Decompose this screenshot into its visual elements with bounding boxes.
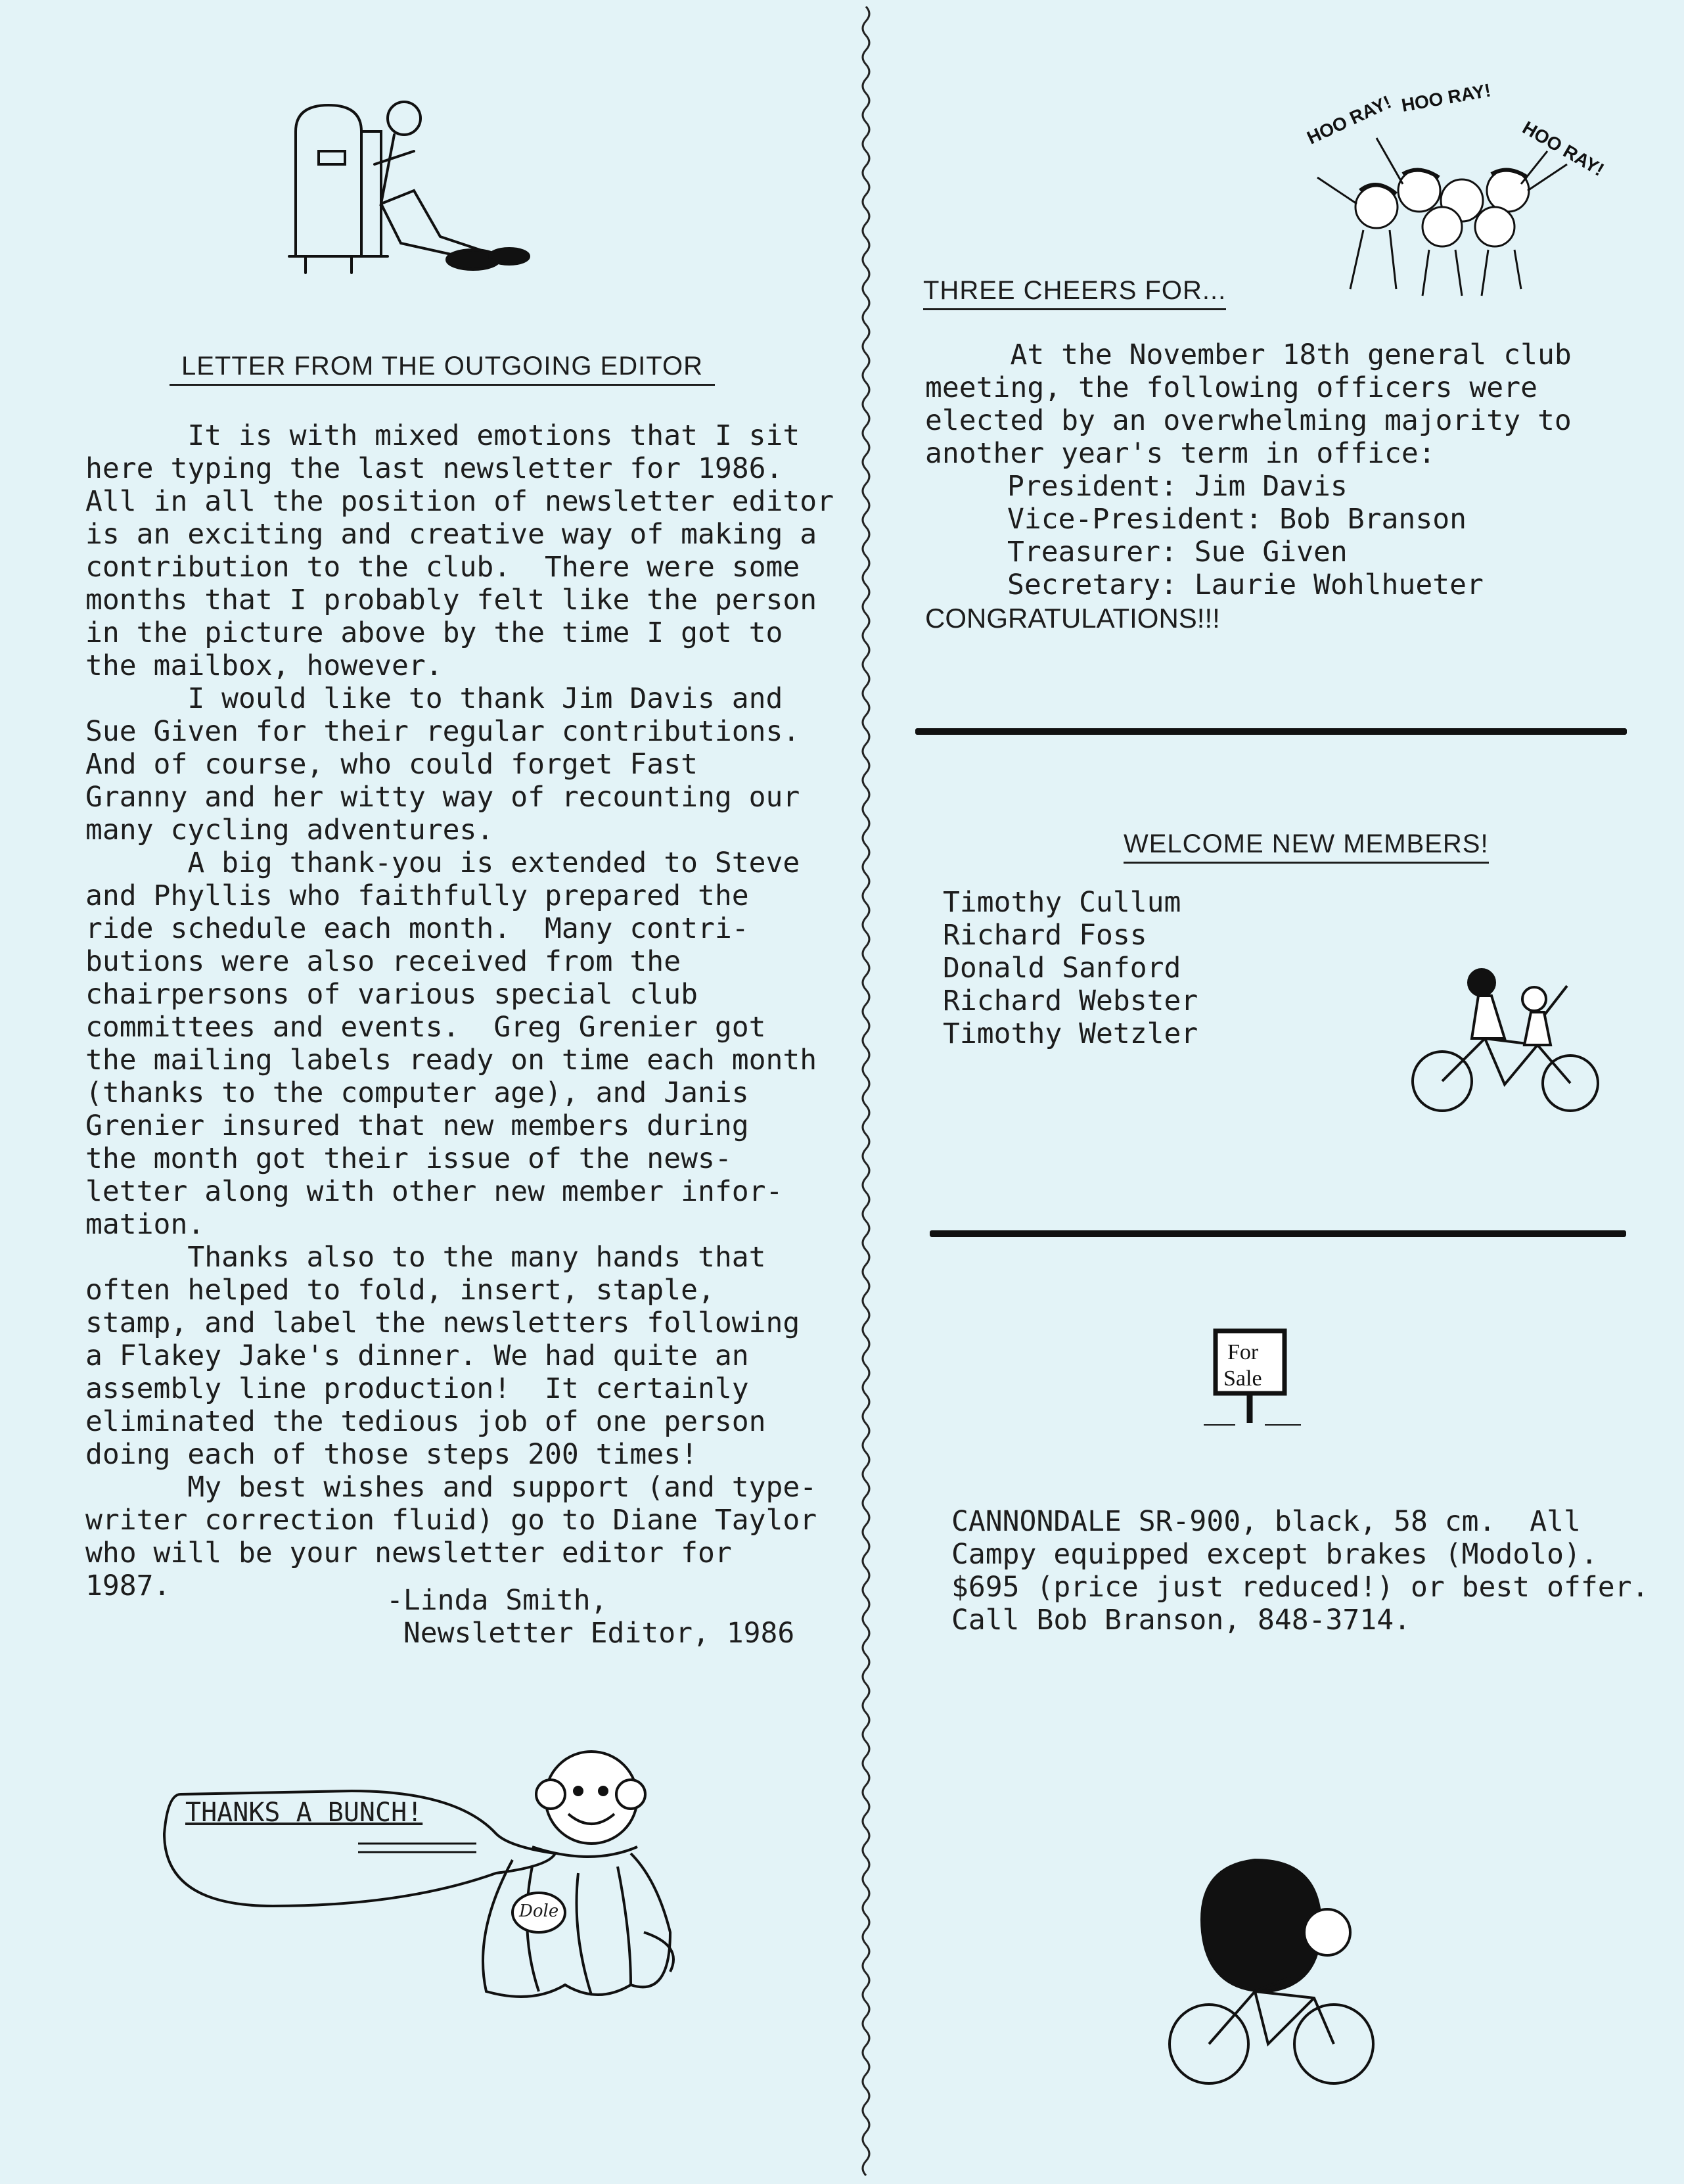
officer-item: Vice-President: Bob Branson [1007,503,1467,536]
tandem-bike-illustration [1406,966,1610,1117]
letter-line: Thanks also to the many hands that [85,1241,766,1274]
letter-line: My best wishes and support (and type- [85,1471,817,1504]
letter-line: the mailing labels ready on time each month [85,1044,817,1077]
letter-body [85,419,834,1602]
monkey-banana-illustration [434,1735,683,2024]
hooray-text-3: HOO RAY! [1519,117,1608,180]
letter-line: committees and events. Greg Grenier got [85,1011,766,1044]
member-item: Donald Sanford [943,952,1181,985]
letter-line: chairpersons of various special club [85,978,698,1011]
forsale-line: $695 (price just reduced!) or best offer. [951,1571,1649,1604]
cheers-line: At the November 18th general club [925,338,1572,371]
letter-line: All in all the position of newsletter editor [85,485,834,518]
letter-line: A big thank-you is extended to Steve [85,847,800,879]
letter-line: Sue Given for their regular contributions. [85,715,800,748]
hooray-text-2: HOO RAY! [1400,80,1493,116]
signature-name: -Linda Smith, [386,1584,608,1617]
section-divider-2 [930,1230,1626,1237]
letter-line: ride schedule each month. Many contri- [85,912,749,945]
letter-line: many cycling adventures. [85,814,494,847]
forsale-line: Call Bob Branson, 848-3714. [951,1604,1411,1637]
letter-line: the month got their issue of the news- [85,1142,732,1175]
congratulations-text: CONGRATULATIONS!!! [925,603,1220,634]
letter-line: doing each of those steps 200 times! [85,1438,698,1471]
officer-item: Secretary: Laurie Wohlhueter [1007,569,1484,601]
welcome-heading: WELCOME NEW MEMBERS! [1124,829,1489,864]
letter-line: the mailbox, however. [85,649,443,682]
hooray-text-1: HOO RAY! [1304,91,1395,149]
letter-line: who will be your newsletter editor for [85,1537,732,1569]
letter-line: And of course, who could forget Fast [85,748,698,781]
forsale-line: Campy equipped except brakes (Modolo). [951,1538,1598,1571]
letter-line: Grenier insured that new members during [85,1109,749,1142]
letter-line: here typing the last newsletter for 1986. [85,452,783,485]
officer-item: President: Jim Davis [1007,470,1348,503]
forsale-line: CANNONDALE SR-900, black, 58 cm. All [951,1505,1581,1538]
letter-line: assembly line production! It certainly [85,1372,749,1405]
letter-line: stamp, and label the newsletters following [85,1307,800,1339]
member-item: Richard Webster [943,985,1198,1017]
letter-line: 1987. [85,1569,171,1602]
for-sale-sign-icon [1202,1328,1308,1433]
letter-line: months that I probably felt like the person [85,584,817,616]
dole-logo: Dole [519,1901,559,1921]
letter-line: mation. [85,1208,205,1241]
sign-text-for: For [1227,1340,1259,1364]
bubble-text: THANKS A BUNCH! [185,1798,423,1828]
letter-line: eliminated the tedious job of one person [85,1405,766,1438]
cheers-body [925,338,1572,470]
signature-title: Newsletter Editor, 1986 [386,1617,795,1650]
member-item: Timothy Cullum [943,886,1181,919]
letter-line: letter along with other new member infor- [85,1175,783,1208]
member-item: Timothy Wetzler [943,1017,1198,1050]
members-list [943,886,1198,1050]
letter-line: in the picture above by the time I got to [85,616,783,649]
letter-line: I would like to thank Jim Davis and [85,682,783,715]
cheers-line: another year's term in office: [925,437,1436,470]
for-sale-listing [951,1505,1649,1637]
sign-text-sale: Sale [1223,1366,1262,1391]
letter-line: is an exciting and creative way of making a [85,518,817,551]
letter-heading: LETTER FROM THE OUTGOING EDITOR [170,352,715,386]
letter-line: a Flakey Jake's dinner. We had quite an [85,1339,749,1372]
mailbox-runner-illustration [283,92,558,283]
cheering-crowd-illustration [1298,80,1608,296]
letter-line: (thanks to the computer age), and Janis [85,1077,749,1109]
letter-line: butions were also received from the [85,945,681,978]
member-item: Richard Foss [943,919,1147,952]
cheers-line: meeting, the following officers were [925,371,1537,404]
letter-line: contribution to the club. There were some [85,551,800,584]
officer-item: Treasurer: Sue Given [1007,536,1348,569]
cheers-line: elected by an overwhelming majority to [925,404,1572,437]
officers-list [1007,470,1484,601]
letter-line: Granny and her witty way of recounting our [85,781,800,814]
cheers-heading: THREE CHEERS FOR... [923,276,1226,310]
letter-line: It is with mixed emotions that I sit [85,419,800,452]
cyclist-illustration [1156,1853,1393,2090]
letter-line: often helped to fold, insert, staple, [85,1274,715,1307]
letter-line: and Phyllis who faithfully prepared the [85,879,749,912]
center-wavy-divider [856,7,876,2175]
letter-line: writer correction fluid) go to Diane Taylor [85,1504,817,1537]
section-divider-1 [915,728,1627,735]
